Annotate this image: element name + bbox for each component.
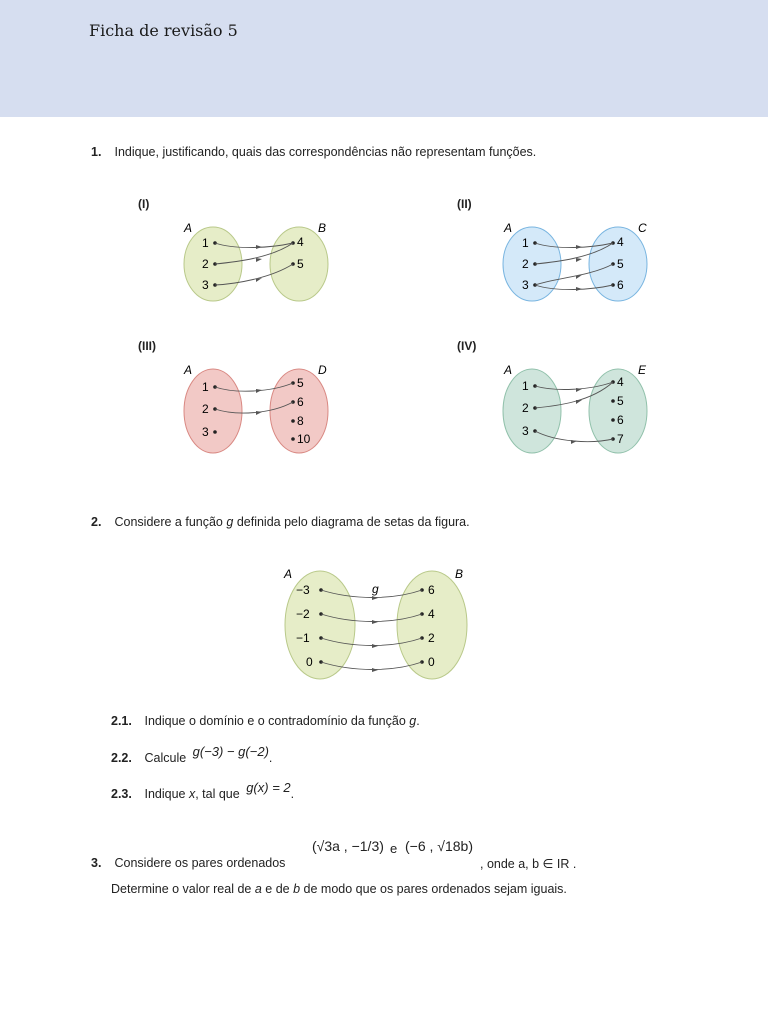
- elem: 5: [297, 257, 304, 271]
- diagram-IV-label: (IV): [457, 339, 477, 353]
- q2-number: 2.: [91, 515, 102, 529]
- q3-line2-a: Determine o valor real de: [111, 882, 252, 896]
- elem: 1: [522, 236, 529, 250]
- q2-1: [111, 714, 420, 728]
- elem: 2: [428, 631, 435, 645]
- elem: 1: [202, 380, 209, 394]
- elem: 4: [617, 235, 624, 249]
- q2-2-number: 2.2.: [111, 751, 132, 765]
- set-E-label: E: [638, 363, 647, 377]
- elem: 0: [428, 655, 435, 669]
- q2-3-expr: g(x) = 2: [246, 780, 291, 795]
- q2-3-var: x: [188, 787, 196, 801]
- q2-fn: g: [226, 515, 234, 529]
- q2-3-mid: , tal que: [195, 787, 240, 801]
- elem: 4: [428, 607, 435, 621]
- q3-text: Considere os pares ordenados: [114, 856, 286, 870]
- diagram-II-label: (II): [457, 197, 472, 211]
- q3-number: 3.: [91, 856, 102, 870]
- set-B-label: B: [455, 567, 464, 581]
- elem: 5: [297, 376, 304, 390]
- elem: 10: [297, 432, 311, 446]
- q2-1-number: 2.1.: [111, 714, 132, 728]
- diagram-III: [176, 360, 336, 460]
- q2-text-after: definida pelo diagrama de setas da figura.: [236, 515, 470, 529]
- set-A-ellipse: [503, 227, 561, 301]
- elem: 4: [617, 375, 624, 389]
- elem: 3: [522, 424, 529, 438]
- elem: 3: [202, 278, 209, 292]
- set-A-label: A: [184, 221, 193, 235]
- elem: 6: [428, 583, 435, 597]
- q2-3-after: .: [290, 787, 295, 801]
- header-band: [0, 0, 768, 117]
- diagram-I-label: (I): [138, 197, 150, 211]
- arrow-label: g: [372, 582, 379, 596]
- elem: −3: [296, 583, 310, 597]
- q2-text-before: Considere a função: [114, 515, 223, 529]
- set-A-label: A: [284, 567, 293, 581]
- elem: 1: [522, 379, 529, 393]
- elem: 2: [522, 257, 529, 271]
- set-A-ellipse: [184, 369, 242, 453]
- q2-2-text: Calcule: [144, 751, 187, 765]
- diagram-II: [496, 218, 656, 308]
- q3-pair1: (√3a , −1/3): [312, 838, 384, 854]
- q1-number: 1.: [91, 145, 102, 159]
- set-B-label: B: [318, 221, 327, 235]
- q2-3-text: Indique: [144, 787, 186, 801]
- elem: 5: [617, 257, 624, 271]
- elem: 1: [202, 236, 209, 250]
- elem: 3: [522, 278, 529, 292]
- q3-statement: [91, 856, 285, 870]
- set-C-label: C: [638, 221, 647, 235]
- diagram-III-label: (III): [138, 339, 156, 353]
- elem: 8: [297, 414, 304, 428]
- elem: 7: [617, 432, 624, 446]
- q2-1-after: .: [416, 714, 420, 728]
- q3-line2: [111, 882, 567, 896]
- diagram-I: [176, 218, 336, 308]
- set-A-label: A: [504, 221, 513, 235]
- q3-conj: e: [390, 841, 398, 856]
- q3-var-a: a: [254, 882, 262, 896]
- set-A-label: A: [504, 363, 513, 377]
- diagram-g: [278, 564, 478, 684]
- q3-var-b: b: [293, 882, 301, 896]
- elem: 2: [522, 401, 529, 415]
- elem: −1: [296, 631, 310, 645]
- q1-statement: [91, 145, 536, 159]
- set-A-label: A: [184, 363, 193, 377]
- page-title: Ficha de revisão 5: [89, 21, 238, 40]
- q2-3-number: 2.3.: [111, 787, 132, 801]
- elem: 5: [617, 394, 624, 408]
- elem: 2: [202, 402, 209, 416]
- elem: 3: [202, 425, 209, 439]
- q2-1-text: Indique o domínio e o contradomínio da função: [144, 714, 406, 728]
- q2-2-after: .: [268, 751, 273, 765]
- q3-line2-e: de modo que os pares ordenados sejam iguais.: [303, 882, 567, 896]
- set-A-ellipse: [184, 227, 242, 301]
- elem: 6: [617, 278, 624, 292]
- q2-1-var: g: [409, 714, 417, 728]
- q2-2: [111, 744, 273, 765]
- elem: 6: [297, 395, 304, 409]
- elem: 2: [202, 257, 209, 271]
- elem: 6: [617, 413, 624, 427]
- q1-text: Indique, justificando, quais das correspondências não representam funções.: [114, 145, 537, 159]
- elem: 4: [297, 235, 304, 249]
- q2-statement: [91, 515, 470, 529]
- elem: 0: [306, 655, 313, 669]
- q3-tail: , onde a, b ∈ IR .: [480, 857, 577, 871]
- set-A-ellipse: [503, 369, 561, 453]
- diagram-IV: [496, 360, 656, 460]
- q3-pair2: (−6 , √18b): [405, 838, 473, 854]
- q2-3: [111, 780, 295, 801]
- set-D-label: D: [318, 363, 327, 377]
- elem: −2: [296, 607, 310, 621]
- q2-2-expr: g(−3) − g(−2): [192, 744, 269, 759]
- q3-line2-c: e de: [265, 882, 290, 896]
